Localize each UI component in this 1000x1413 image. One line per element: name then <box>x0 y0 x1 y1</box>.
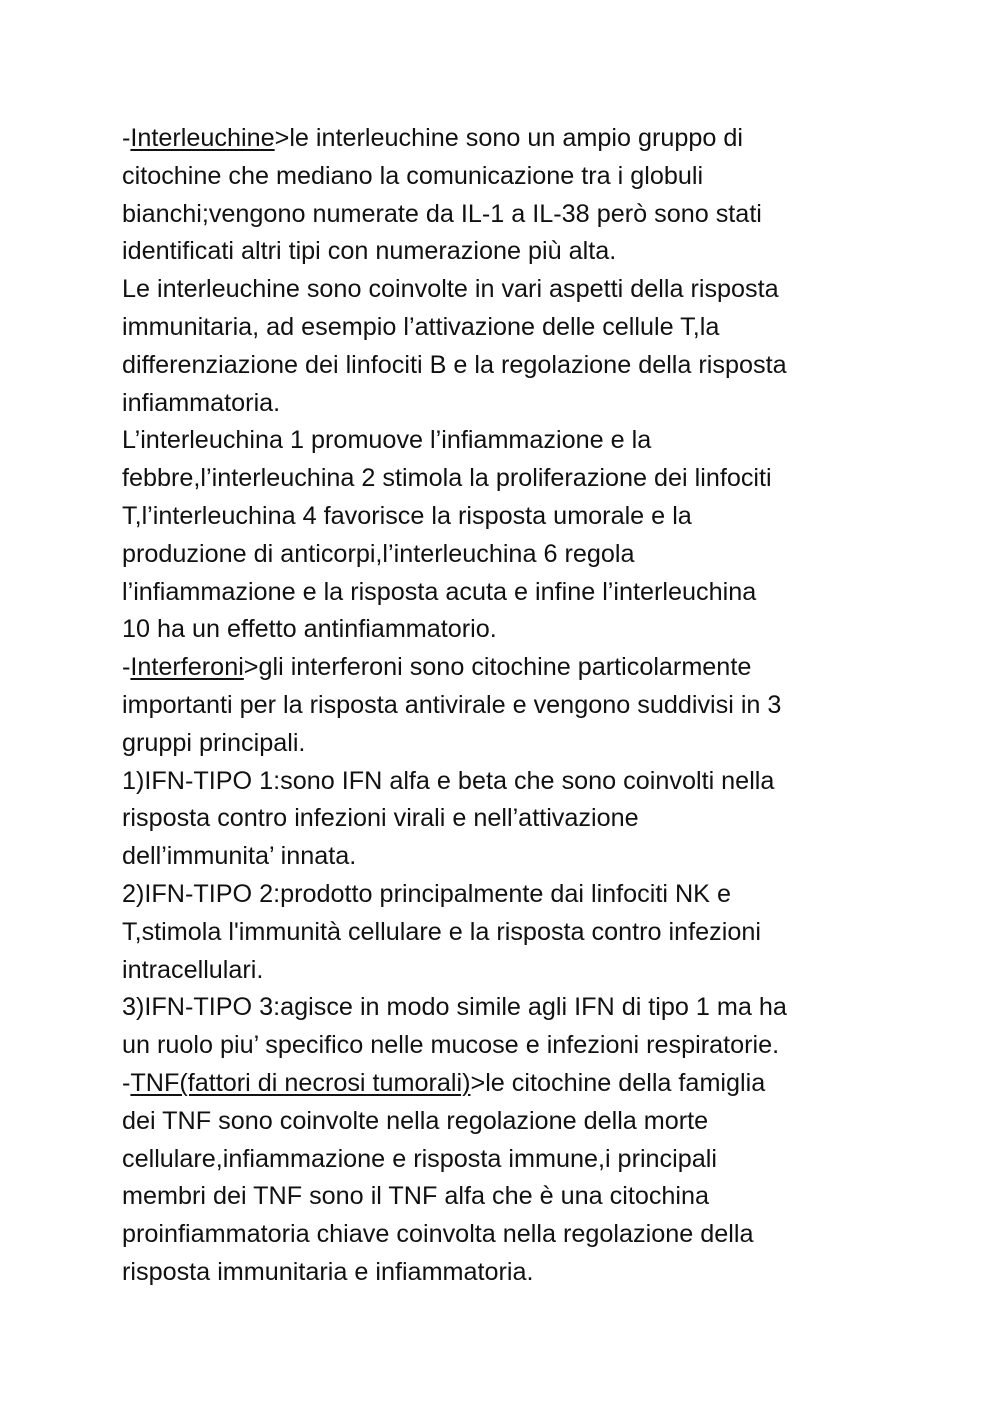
text-line: differenziazione dei linfociti B e la regolazione della risposta <box>122 350 787 379</box>
text-line: cellulare,infiammazione e risposta immune,i principali <box>122 1144 717 1173</box>
text-line: dei TNF sono coinvolte nella regolazione della morte <box>122 1106 709 1135</box>
text-line: risposta immunitaria e infiammatoria. <box>122 1257 534 1286</box>
heading-interleuchine: Interleuchine <box>130 124 275 152</box>
text-line: Le interleuchine sono coinvolte in vari aspetti della risposta <box>122 275 779 304</box>
text-line: bianchi;vengono numerate da IL-1 a IL-38 però sono stati <box>122 199 762 228</box>
document-body <box>122 120 922 1292</box>
text-line: gruppi principali. <box>122 728 306 757</box>
text-line: L’interleuchina 1 promuove l’infiammazione e la <box>122 426 652 455</box>
text-line: -Interferoni>gli interferoni sono citochine particolarmente <box>122 653 752 682</box>
text-line: 3)IFN-TIPO 3:agisce in modo simile agli IFN di tipo 1 ma ha <box>122 993 787 1022</box>
text-line: 10 ha un effetto antinfiammatorio. <box>122 615 497 644</box>
heading-tnf: TNF(fattori di necrosi tumorali) <box>130 1068 471 1097</box>
text-line: risposta contro infezioni virali e nell’attivazione <box>122 804 639 833</box>
text-line: 2)IFN-TIPO 2:prodotto principalmente dai linfociti NK e <box>122 879 731 908</box>
text-line: dell’immunita’ innata. <box>122 842 357 871</box>
text-line: importanti per la risposta antivirale e vengono suddivisi in 3 <box>122 690 782 719</box>
text-line: -Interleuchine>le interleuchine sono un ampio gruppo di <box>122 124 744 152</box>
text-line: infiammatoria. <box>122 388 281 417</box>
text-line: proinfiammatoria chiave coinvolta nella regolazione della <box>122 1220 754 1249</box>
text-line: membri dei TNF sono il TNF alfa che è una citochina <box>122 1182 710 1211</box>
text-line: 1)IFN-TIPO 1:sono IFN alfa e beta che sono coinvolti nella <box>122 766 775 795</box>
text-line: intracellulari. <box>122 955 264 984</box>
heading-interferoni: Interferoni <box>130 653 244 682</box>
text-line: l’infiammazione e la risposta acuta e infine l’interleuchina <box>122 577 757 606</box>
text-line: citochine che mediano la comunicazione tra i globuli <box>122 161 704 190</box>
text-line: produzione di anticorpi,l’interleuchina 6 regola <box>122 539 635 568</box>
text-line: T,stimola l'immunità cellulare e la risposta contro infezioni <box>122 917 761 946</box>
text-line: -TNF(fattori di necrosi tumorali)>le citochine della famiglia <box>122 1068 766 1097</box>
text-line: un ruolo piu’ specifico nelle mucose e infezioni respiratorie. <box>122 1031 780 1060</box>
text-line: febbre,l’interleuchina 2 stimola la proliferazione dei linfociti <box>122 464 772 493</box>
text-line: immunitaria, ad esempio l’attivazione delle cellule T,la <box>122 312 720 341</box>
text-line: T,l’interleuchina 4 favorisce la risposta umorale e la <box>122 501 692 530</box>
text-line: identificati altri tipi con numerazione più alta. <box>122 237 617 266</box>
